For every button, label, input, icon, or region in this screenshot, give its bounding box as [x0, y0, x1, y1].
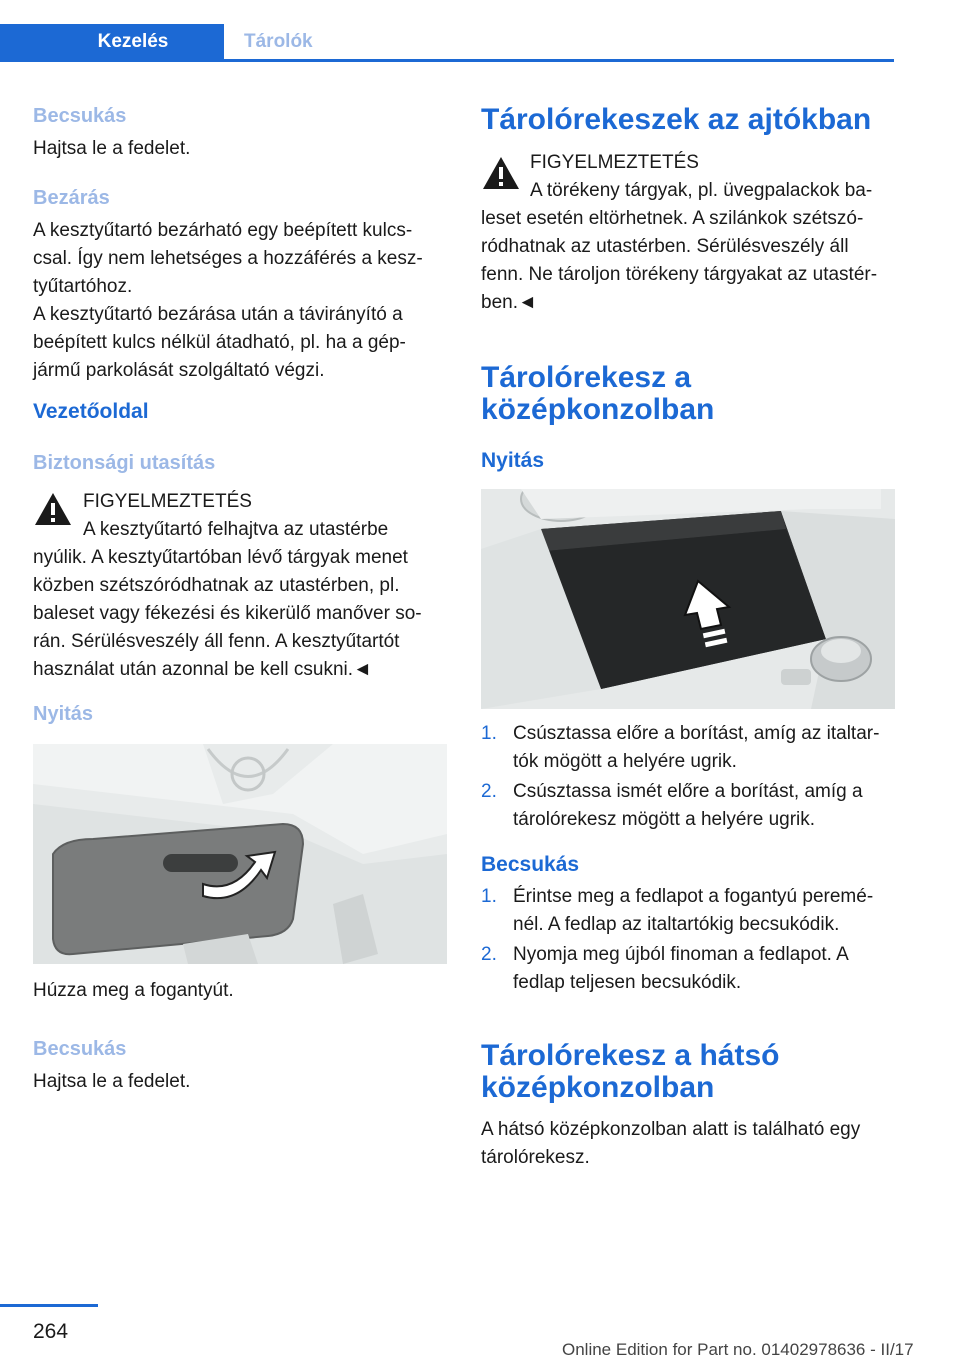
heading-line: Tárolórekesz a: [481, 361, 692, 394]
header-tabbar: [0, 24, 894, 62]
heading-biztonsagi-utasitas: Biztonsági utasítás: [33, 452, 216, 474]
center-console-image: [481, 489, 895, 709]
heading-line: középkonzolban: [481, 393, 715, 426]
heading-line: középkonzolban: [481, 1071, 715, 1104]
tab-kezeles[interactable]: Kezelés: [0, 24, 224, 60]
heading-line: Tárolórekesz a hátsó: [481, 1039, 780, 1072]
paragraph: A kesztyűtartó bezárható egy beépített kulcs-csal. Így nem lehetséges a hozzáférés a kesz-tyűtartóhoz.: [33, 220, 423, 297]
warning-icon: [33, 491, 73, 527]
warning-text: A kesztyűtartó felhajtva az utastérbe: [83, 519, 389, 540]
warning-title: FIGYELMEZTETÉS: [530, 152, 699, 173]
heading-tarolorekeszek-ajtokban: Tárolórekeszek az ajtókban: [481, 103, 872, 136]
list-number: 1.: [481, 886, 497, 907]
paragraph: A kesztyűtartó bezárása után a távirányító a beépített kulcs nélkül átadható, pl. ha a gép-jármű parkolását szolgáltató végzi.: [33, 304, 406, 381]
page-number: 264: [33, 1320, 69, 1343]
list-text: Nyomja meg újból finoman a fedlapot. A fedlap teljesen becsukódik.: [513, 944, 848, 993]
list-text: Csúsztassa ismét előre a borítást, amíg a tárolórekesz mögött a helyére ugrik.: [513, 781, 863, 830]
footer-rule: [0, 1304, 98, 1307]
list-number: 1.: [481, 723, 497, 744]
warning-icon: [481, 155, 521, 191]
warning-text: leset esetén eltörhetnek. A szilánkok szétszó-ródhatnak az utastérben. Sérülésveszély áll fenn. Ne tároljon törékeny tárgyakat az utastér-ben.◄: [481, 208, 878, 313]
warning-title: FIGYELMEZTETÉS: [83, 491, 252, 512]
paragraph: A hátsó középkonzolban alatt is található egy tárolórekesz.: [481, 1119, 861, 1168]
heading-tarolorekesz-hatso-kozepkonzolban: [481, 1040, 779, 1104]
glovebox-image: [33, 744, 447, 964]
warning-text: A törékeny tárgyak, pl. üvegpalackok ba-: [530, 180, 873, 201]
list-text: Csúsztassa előre a borítást, amíg az italtar-tók mögött a helyére ugrik.: [513, 723, 880, 772]
image-caption: Húzza meg a fogantyút.: [33, 980, 234, 1001]
list-text: Érintse meg a fedlapot a fogantyú peremé-nél. A fedlap az italtartókig becsukódik.: [513, 886, 874, 935]
warning-text: nyúlik. A kesztyűtartóban lévő tárgyak menet közben szétszóródhatnak az utastérben, pl. baleset vagy fékezési és kikerülő manőver so-rán. Sérülésveszély áll fenn. A kesztyűtartót használat után azonnal be kell csukni.◄: [33, 547, 422, 680]
heading-nyitas: Nyitás: [481, 449, 545, 472]
footer-edition: Online Edition for Part no. 01402978636 - II/17: [562, 1340, 914, 1359]
heading-bezaras: Bezárás: [33, 187, 110, 209]
heading-tarolorekesz-kozepkonzolban: [481, 362, 714, 426]
paragraph: Hajtsa le a fedelet.: [33, 1071, 191, 1092]
list-number: 2.: [481, 944, 497, 965]
list-number: 2.: [481, 781, 497, 802]
paragraph: Hajtsa le a fedelet.: [33, 138, 191, 159]
heading-nyitas: Nyitás: [33, 703, 94, 725]
heading-becsukas: Becsukás: [33, 105, 127, 127]
heading-vezetooldal: Vezetőoldal: [33, 400, 149, 423]
heading-becsukas: Becsukás: [33, 1038, 127, 1060]
tab-tarolok[interactable]: Tárolók: [244, 31, 313, 52]
heading-becsukas: Becsukás: [481, 853, 580, 876]
